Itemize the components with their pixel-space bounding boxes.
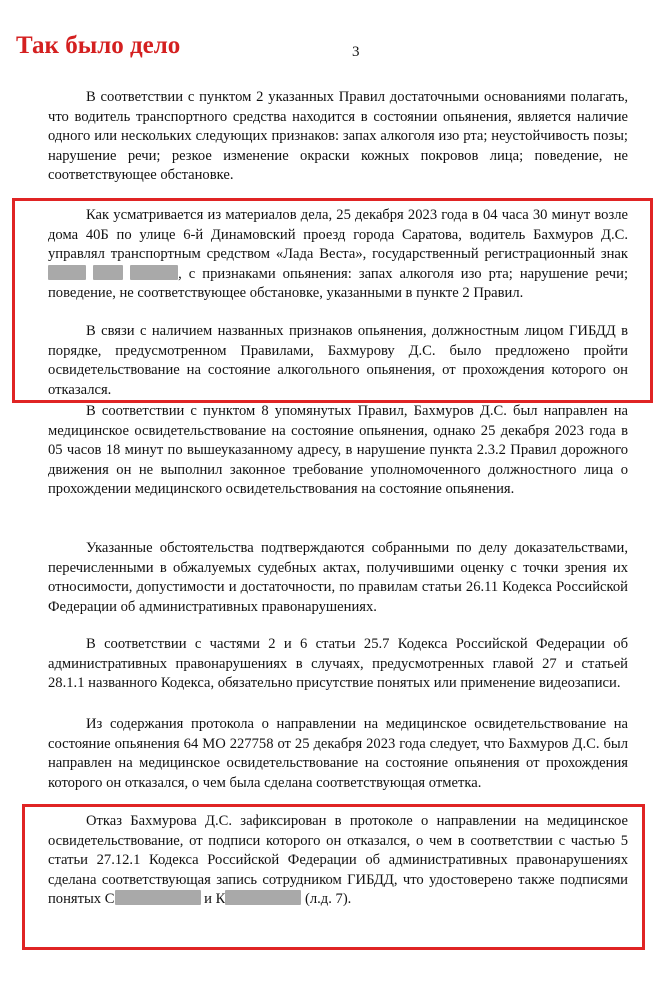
paragraph-text: Отказ Бахмурова Д.С. зафиксирован в протоколе о направлении на медицинское освидетельствование, от подписи которого он отказался, о чем в соответствии с частью 5 статьи 27.12.1 Кодекса Российской Федерации об административных правонарушениях сделана соответствующая запись сотрудником ГИБДД, что удостоверено также подписями понятых xyxy=(48,813,628,908)
paragraph-grounds: В соответствии с пунктом 2 указанных Правил достаточными основаниями полагать, что водитель транспортного средства находится в состоянии опьянения, является наличие одного или нескольких следующих признаков: запах алкоголя изо рта; неустойчивость позы; нарушение речи; резкое изменение окраски кожных покровов лица; поведение, не соответствующее обстановке. xyxy=(48,89,628,184)
paragraph-refusal-signature xyxy=(48,812,628,910)
paragraph-circumstances xyxy=(48,206,628,304)
paragraph-evidence: Указанные обстоятельства подтверждаются собранными по делу доказательствами, перечисленными в обжалуемых судебных актах, получившими оценку с точки зрения их относимости, допустимости и достаточности, по правилам статьи 26.11 Кодекса Российской Федерации об административных правонарушениях. xyxy=(48,540,628,615)
redacted-plate-part xyxy=(93,265,123,280)
redacted-witness-name xyxy=(225,890,301,905)
paragraph-protocol: Из содержания протокола о направлении на медицинское освидетельствование на состояние опьянения 64 МО 227758 от 25 декабря 2023 года следует, что Бахмуров Д.С. был направлен на медицинское освидетельствование на состояние опьянения от прохождения которого он отказался, о чем была сделана соответствующая отметка. xyxy=(48,716,628,791)
page-number: 3 xyxy=(352,44,360,60)
case-reference: (л.д. 7). xyxy=(305,891,352,908)
redacted-plate-part xyxy=(48,265,86,280)
paragraph-medical-referral: В соответствии с пунктом 8 упомянутых Правил, Бахмуров Д.С. был направлен на медицинское освидетельствование на состояние опьянения, однако 25 декабря 2023 года в 05 часов 18 минут по вышеуказанному адресу, в нарушение пункта 2.3.2 Правил дорожного движения он не выполнил законное требование уполномоченного должностного лица о прохождении медицинского освидетельствования на состояние опьянения. xyxy=(48,403,628,498)
witness-initial: и К xyxy=(204,891,226,908)
paragraph-refusal-alcohol-test: В связи с наличием названных признаков опьянения, должностным лицом ГИБДД в порядке, предусмотренном Правилами, Бахмурову Д.С. было предложено пройти освидетельствование на состояние алкогольного опьянения, от прохождения которого он отказался. xyxy=(48,323,628,398)
paragraph-text: , с признаками опьянения: запах алкоголя изо рта; нарушение речи; поведение, не соответствующее обстановке, указанными в пункте 2 Правил. xyxy=(48,265,629,302)
redacted-plate-part xyxy=(130,265,178,280)
witness-initial: С xyxy=(104,891,115,908)
paragraph-text: Как усматривается из материалов дела, 25 декабря 2023 года в 04 часа 30 минут возле дома 40Б по улице 6-й Динамовский проезд города Саратова, водитель Бахмуров Д.С. управлял транспортным средством «Лада Веста», государственный регистрационный знак xyxy=(48,207,628,263)
paragraph-witnesses-video: В соответствии с частями 2 и 6 статьи 25.7 Кодекса Российской Федерации об административных правонарушениях в случаях, предусмотренных главой 27 и статьей 28.1.1 названного Кодекса, обязательно присутствие понятых или применение видеозаписи. xyxy=(48,636,628,692)
page-heading: Так было дело xyxy=(16,32,181,59)
redacted-witness-name xyxy=(115,890,201,905)
